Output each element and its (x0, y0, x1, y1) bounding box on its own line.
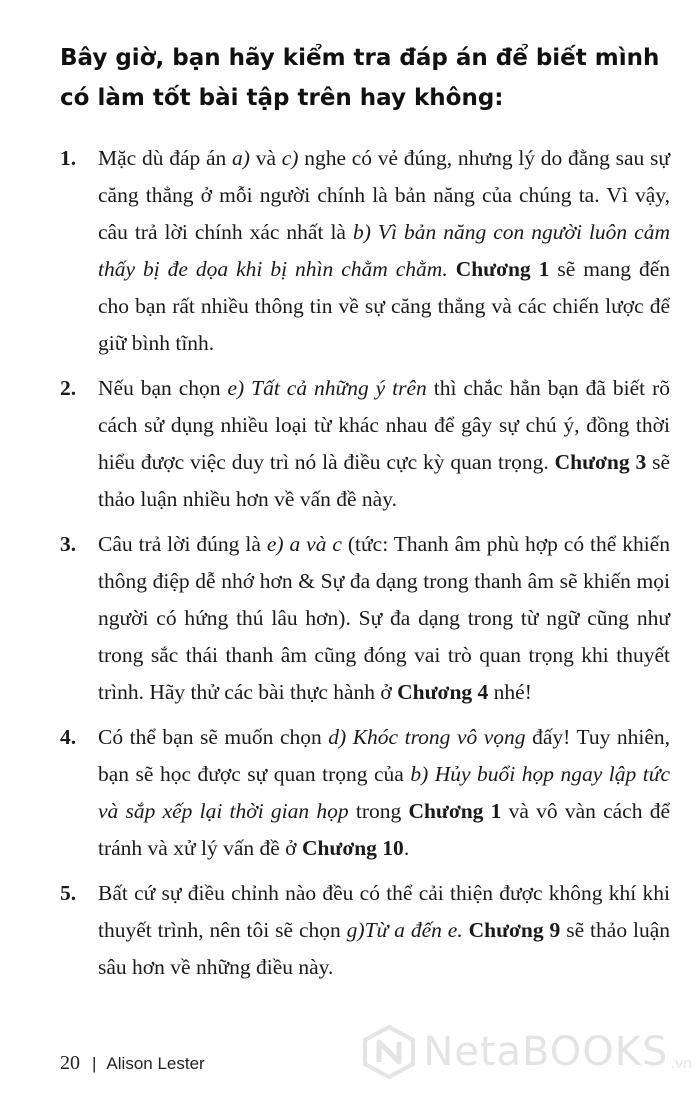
answer-item-1 (60, 140, 670, 362)
page-footer (60, 1052, 205, 1075)
text-span: trong (348, 799, 409, 823)
page-heading: Bây giờ, bạn hãy kiểm tra đáp án để biết mình có làm tốt bài tập trên hay không: (60, 45, 660, 111)
chapter-ref: Chương 10 (301, 836, 404, 860)
answer-item-5 (60, 875, 670, 986)
page-number: 20 (60, 1052, 80, 1074)
answer-item-2 (60, 370, 670, 518)
text-span (448, 257, 456, 281)
text-span: nhé! (488, 680, 532, 704)
watermark (361, 1024, 692, 1080)
answer-item-3 (60, 526, 670, 711)
item-number: 4. (60, 725, 77, 749)
chapter-ref: Chương 1 (408, 799, 502, 823)
italic-span: g)Từ a đến e. (346, 918, 463, 942)
watermark-brand: NetaBOOKS (423, 1029, 669, 1075)
text-span: và (249, 146, 282, 170)
author-name: Alison Lester (106, 1054, 205, 1073)
text-span: sẽ thảo luận sâu hơn về những điều này. (98, 918, 670, 979)
item-text (98, 526, 670, 711)
chapter-ref: Chương 9 (468, 918, 561, 942)
italic-span: e) a và c (266, 532, 342, 556)
item-number: 1. (60, 146, 77, 170)
text-span: và vô vàn cách để tránh và xử lý vấn đề ở (98, 799, 670, 860)
item-text (98, 875, 670, 986)
italic-span: a) (232, 146, 250, 170)
chapter-ref: Chương 3 (554, 450, 647, 474)
italic-span: d) Khóc trong vô vọng (328, 725, 526, 749)
italic-span: c) (281, 146, 299, 170)
text-span: (tức: Thanh âm phù hợp có thể khiến thông điệp dễ nhớ hơn & Sự đa dạng trong thanh âm sẽ khiến mọi người có hứng thú lâu hơn). Sự đa dạng trong từ ngữ cũng như trong sắc thái thanh âm cũng đóng vai trò quan trọng khi thuyết trình. Hãy thử các bài thực hành ở (98, 532, 670, 704)
footer-separator: | (92, 1054, 97, 1073)
item-number: 3. (60, 532, 77, 556)
text-span: sẽ thảo luận nhiều hơn về vấn đề này. (98, 450, 670, 511)
text-span: . (403, 836, 410, 860)
text-span: sẽ mang đến cho bạn rất nhiều thông tin về sự căng thẳng và các chiến lược để giữ bình tĩnh. (98, 257, 671, 355)
item-number: 5. (60, 881, 77, 905)
text-span: Mặc dù đáp án (98, 146, 233, 170)
item-text (98, 719, 670, 867)
answer-list (60, 140, 670, 994)
text-span: Có thể bạn sẽ muốn chọn (98, 725, 329, 749)
netabooks-logo-icon (361, 1024, 417, 1080)
text-span: Câu trả lời đúng là (98, 532, 267, 556)
text-span: thì chắc hẳn bạn đã biết rõ cách sử dụng nhiều loại từ khác nhau để gây sự chú ý, đồng thời hiểu được việc duy trì nó là điều cực kỳ quan trọng. (98, 376, 671, 474)
watermark-suffix: .vn (670, 1056, 692, 1072)
italic-span: b) Hủy buổi họp ngay lập tức và sắp xếp lại thời gian họp (98, 762, 670, 823)
italic-span: b) Vì bản năng con người luôn cảm thấy bị đe dọa khi bị nhìn chằm chằm. (98, 220, 670, 281)
item-number: 2. (60, 376, 77, 400)
text-span: nghe có vẻ đúng, nhưng lý do đằng sau sự căng thẳng ở mỗi người chính là bản năng của chúng ta. Vì vậy, câu trả lời chính xác nhất là (98, 146, 671, 244)
answer-item-4 (60, 719, 670, 867)
text-span: đấy! Tuy nhiên, bạn sẽ học được sự quan trọng của (98, 725, 670, 786)
italic-span: e) Tất cả những ý trên (227, 376, 427, 400)
chapter-ref: Chương 4 (397, 680, 489, 704)
text-span: Bất cứ sự điều chỉnh nào đều có thể cải thiện được không khí khi thuyết trình, nên tôi sẽ chọn (98, 881, 670, 942)
text-span: Nếu bạn chọn (98, 376, 228, 400)
item-text (98, 370, 670, 518)
chapter-ref: Chương 1 (455, 257, 550, 281)
item-text (98, 140, 670, 362)
